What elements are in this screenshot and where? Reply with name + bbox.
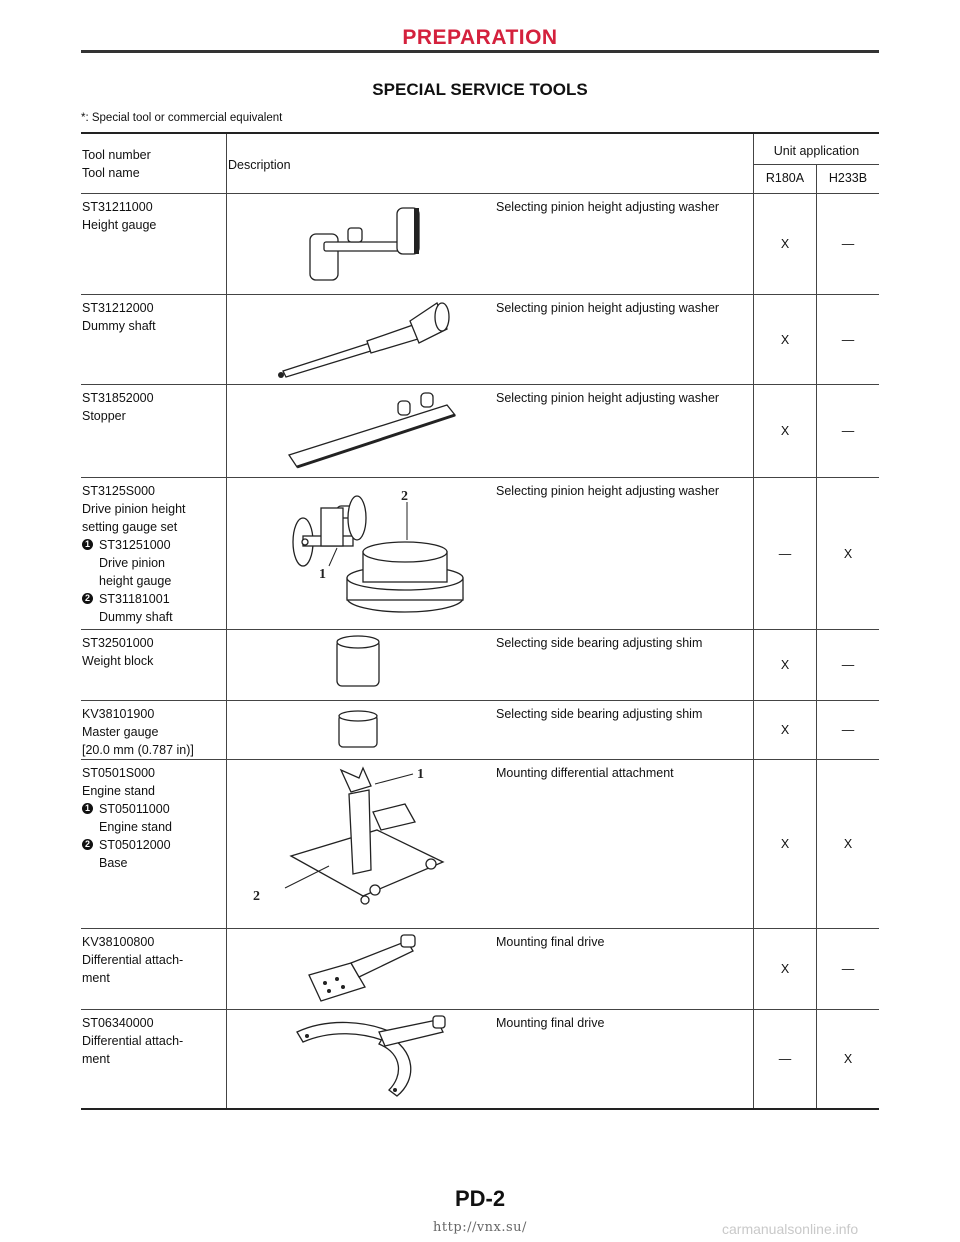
subitem-number: ST05011000 [99,802,170,816]
description: Selecting side bearing adjusting shim [496,636,703,650]
header-unit-application: Unit application [754,133,880,165]
mark-r180a: X [780,332,790,347]
watermark: carmanualsonline.info [722,1221,859,1237]
header-description: Description [227,133,754,194]
subitem-number: ST31181001 [99,592,170,606]
mark-h233b: — [841,237,855,251]
callout-number-2: 2 [82,839,93,850]
mark-r180a: X [780,723,790,737]
subitem-name-cont: height gauge [99,574,172,588]
tool-spec: [20.0 mm (0.787 in)] [82,743,194,757]
description: Mounting differential attachment [496,766,674,780]
tool-name: Stopper [82,409,126,423]
tool-number: KV38101900 [82,707,155,721]
table-row [81,385,879,478]
page-number: PD-2 [454,1186,506,1211]
header-unit-r180a: R180A [754,165,817,194]
subitem-2 [82,590,226,626]
mark-h233b: — [841,658,855,672]
description: Selecting pinion height adjusting washer [496,301,720,315]
tool-name: Engine stand [82,784,155,798]
mark-h233b: — [841,332,855,347]
table-row [81,1010,879,1110]
tool-name: Differential attach- [82,953,184,967]
table-row [81,295,879,385]
table-row [81,929,879,1010]
description: Mounting final drive [496,1016,605,1030]
subitem-1 [82,536,226,590]
description: Mounting final drive [496,935,605,949]
tool-number: KV38100800 [82,935,155,949]
subitem-2 [82,836,226,872]
subitem-number: ST31251000 [99,538,171,552]
tool-name-cont: ment [82,1052,110,1066]
mark-h233b: — [841,962,855,976]
description: Selecting side bearing adjusting shim [496,707,703,721]
header-tool-name: Tool name [82,166,140,180]
height-gauge-illustration [267,194,497,294]
tool-name: Differential attach- [82,1034,184,1048]
table-row [81,478,879,630]
description: Selecting pinion height adjusting washer [496,484,720,498]
tool-number: ST0501S000 [82,766,155,780]
special-service-tools-table [81,132,879,1110]
tool-number: ST31211000 [82,200,153,214]
mark-r180a: X [780,237,790,251]
mark-h233b: X [843,1052,853,1066]
subitem-name: Engine stand [99,820,172,834]
tool-name: Drive pinion height [82,502,186,516]
callout-1: 1 [417,767,424,782]
mark-h233b: — [841,723,855,737]
tool-name: Master gauge [82,725,159,739]
gauge-set-illustration [267,478,497,629]
tool-number: ST32501000 [82,636,154,650]
mark-r180a: X [780,658,790,672]
mark-r180a: X [780,962,790,976]
footnote-legend: *: Special tool or commercial equivalent [81,112,283,124]
mark-h233b: X [843,546,853,561]
mark-r180a: — [778,1052,792,1066]
master-gauge-illustration [267,701,497,759]
subitem-name: Dummy shaft [99,610,173,624]
weight-block-illustration [267,630,497,700]
section-title: SPECIAL SERVICE TOOLS [372,80,588,99]
diff-attachment-illustration [267,929,497,1009]
tool-name-cont: setting gauge set [82,520,178,534]
dummy-shaft-illustration [267,295,497,384]
tool-number: ST06340000 [82,1016,154,1030]
tool-number: ST31212000 [82,301,154,315]
tool-name: Weight block [82,654,154,668]
diff-attachment-2-illustration [267,1010,497,1108]
callout-number-1: 1 [82,803,93,814]
mark-h233b: — [841,424,855,438]
callout-2: 2 [253,889,260,904]
engine-stand-illustration [253,760,497,928]
callout-number-1: 1 [82,539,93,550]
tool-number: ST31852000 [82,391,154,405]
table-row [81,701,879,760]
tool-name: Height gauge [82,218,157,232]
description: Selecting pinion height adjusting washer [496,200,720,214]
subitem-1 [82,800,226,836]
description: Selecting pinion height adjusting washer [496,391,720,405]
table-row [81,194,879,295]
callout-number-2: 2 [82,593,93,604]
subitem-number: ST05012000 [99,838,171,852]
callout-2: 2 [401,489,408,504]
mark-r180a: — [778,546,792,561]
source-url[interactable]: http://vnx.su/ [433,1220,527,1235]
table-row [81,630,879,701]
tool-number: ST3125S000 [82,484,155,498]
header-rule [81,50,879,53]
header-title: PREPARATION [402,26,558,49]
subitem-name: Drive pinion [99,556,166,570]
tool-name: Dummy shaft [82,319,156,333]
mark-r180a: X [780,424,790,438]
header-tool [81,133,227,194]
header-tool-number: Tool number [82,148,151,162]
table-row [81,760,879,929]
mark-r180a: X [780,837,790,851]
callout-1: 1 [319,567,326,582]
mark-h233b: X [843,837,853,851]
stopper-illustration [267,385,497,477]
header-unit-h233b: H233B [817,165,880,194]
tool-name-cont: ment [82,971,110,985]
subitem-name: Base [99,856,128,870]
